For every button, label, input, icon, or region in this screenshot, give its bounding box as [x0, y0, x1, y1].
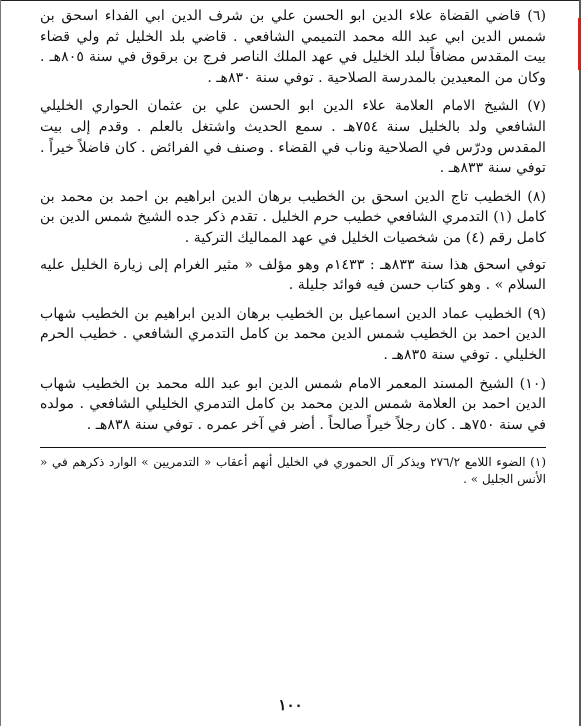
footnote-divider	[40, 447, 546, 448]
entry-10	[40, 374, 546, 436]
window-top-border	[0, 0, 581, 1]
document-page	[40, 6, 546, 488]
entry-6-text: (٦) قاضي القضاة علاء الدين ابو الحسن علي بن شرف الدين ابي الفداء اسحق بن شمس الدين ابي عبد الله محمد التميمي الشافعي . قاضي بلد الخليل ثم ولي قضاء بيت المقدس مضافاً لبلد الخليل في عهد الملك الناصر فرج بن برقوق في سنة ٨٠٥هـ . وكان من المعيدين بالمدرسة الصلاحية . توفي سنة ٨٣٠هـ .	[40, 8, 546, 86]
entry-9	[40, 304, 546, 366]
window-left-border	[0, 0, 1, 726]
entry-6	[40, 6, 546, 88]
entry-8-text: (٨) الخطيب تاج الدين اسحق بن الخطيب برهان الدين ابراهيم بن احمد بن محمد بن كامل (١) التدمري الشافعي خطيب حرم الخليل . تقدم ذكر جده الشيخ شمس الدين بن كامل رقم (٤) من شخصيات الخليل في عهد المماليك التركية .	[40, 188, 546, 246]
entry-8-continuation: توفي اسحق هذا سنة ٨٣٣هـ : ١٤٣٣م وهو مؤلف « مثير الغرام إلى زيارة الخليل عليه السلام » . وهو كتاب حسن فيه فوائد جليلة .	[40, 256, 547, 294]
entry-8	[40, 187, 546, 296]
entry-7-text: (٧) الشيخ الامام العلامة علاء الدين ابو الحسن علي بن عثمان الحواري الخليلي الشافعي ولد بالخليل سنة ٧٥٤هـ . سمع الحديث واشتغل بالعلم . وقدم إلى بيت المقدس ودرّس في الصلاحية وناب في القضاء . وصنف في الفرائض . كان فاضلاً خيراً . توفي سنة ٨٣٣هـ .	[40, 98, 546, 177]
entry-10-text: (١٠) الشيخ المسند المعمر الامام شمس الدين ابو عبد الله محمد بن الخطيب شهاب الدين احمد بن العلامة شمس الدين محمد بن كامل التدمري الخليلي الشافعي . مولده في سنة ٧٥٠هـ . كان رجلاً خيراً صالحاً . أضر في آخر عمره . توفي سنة ٨٣٨هـ .	[40, 375, 546, 433]
page-number: ١٠٠	[278, 696, 303, 714]
entry-7	[40, 96, 546, 178]
footnote: (١) الضوء اللامع ٢٧٦/٢ ويذكر آل الحموري في الخليل أنهم أعقاب « التدمريين » الوارد ذكرهم في « الأنس الجليل » .	[40, 455, 546, 487]
entry-9-text: (٩) الخطيب عماد الدين اسماعيل بن الخطيب برهان الدين ابراهيم بن الخطيب شهاب الدين احمد بن الخطيب شمس الدين محمد بن كامل التدمري الشافعي . خطيب الحرم الخليلي . توفي سنة ٨٣٥هـ .	[40, 305, 546, 363]
